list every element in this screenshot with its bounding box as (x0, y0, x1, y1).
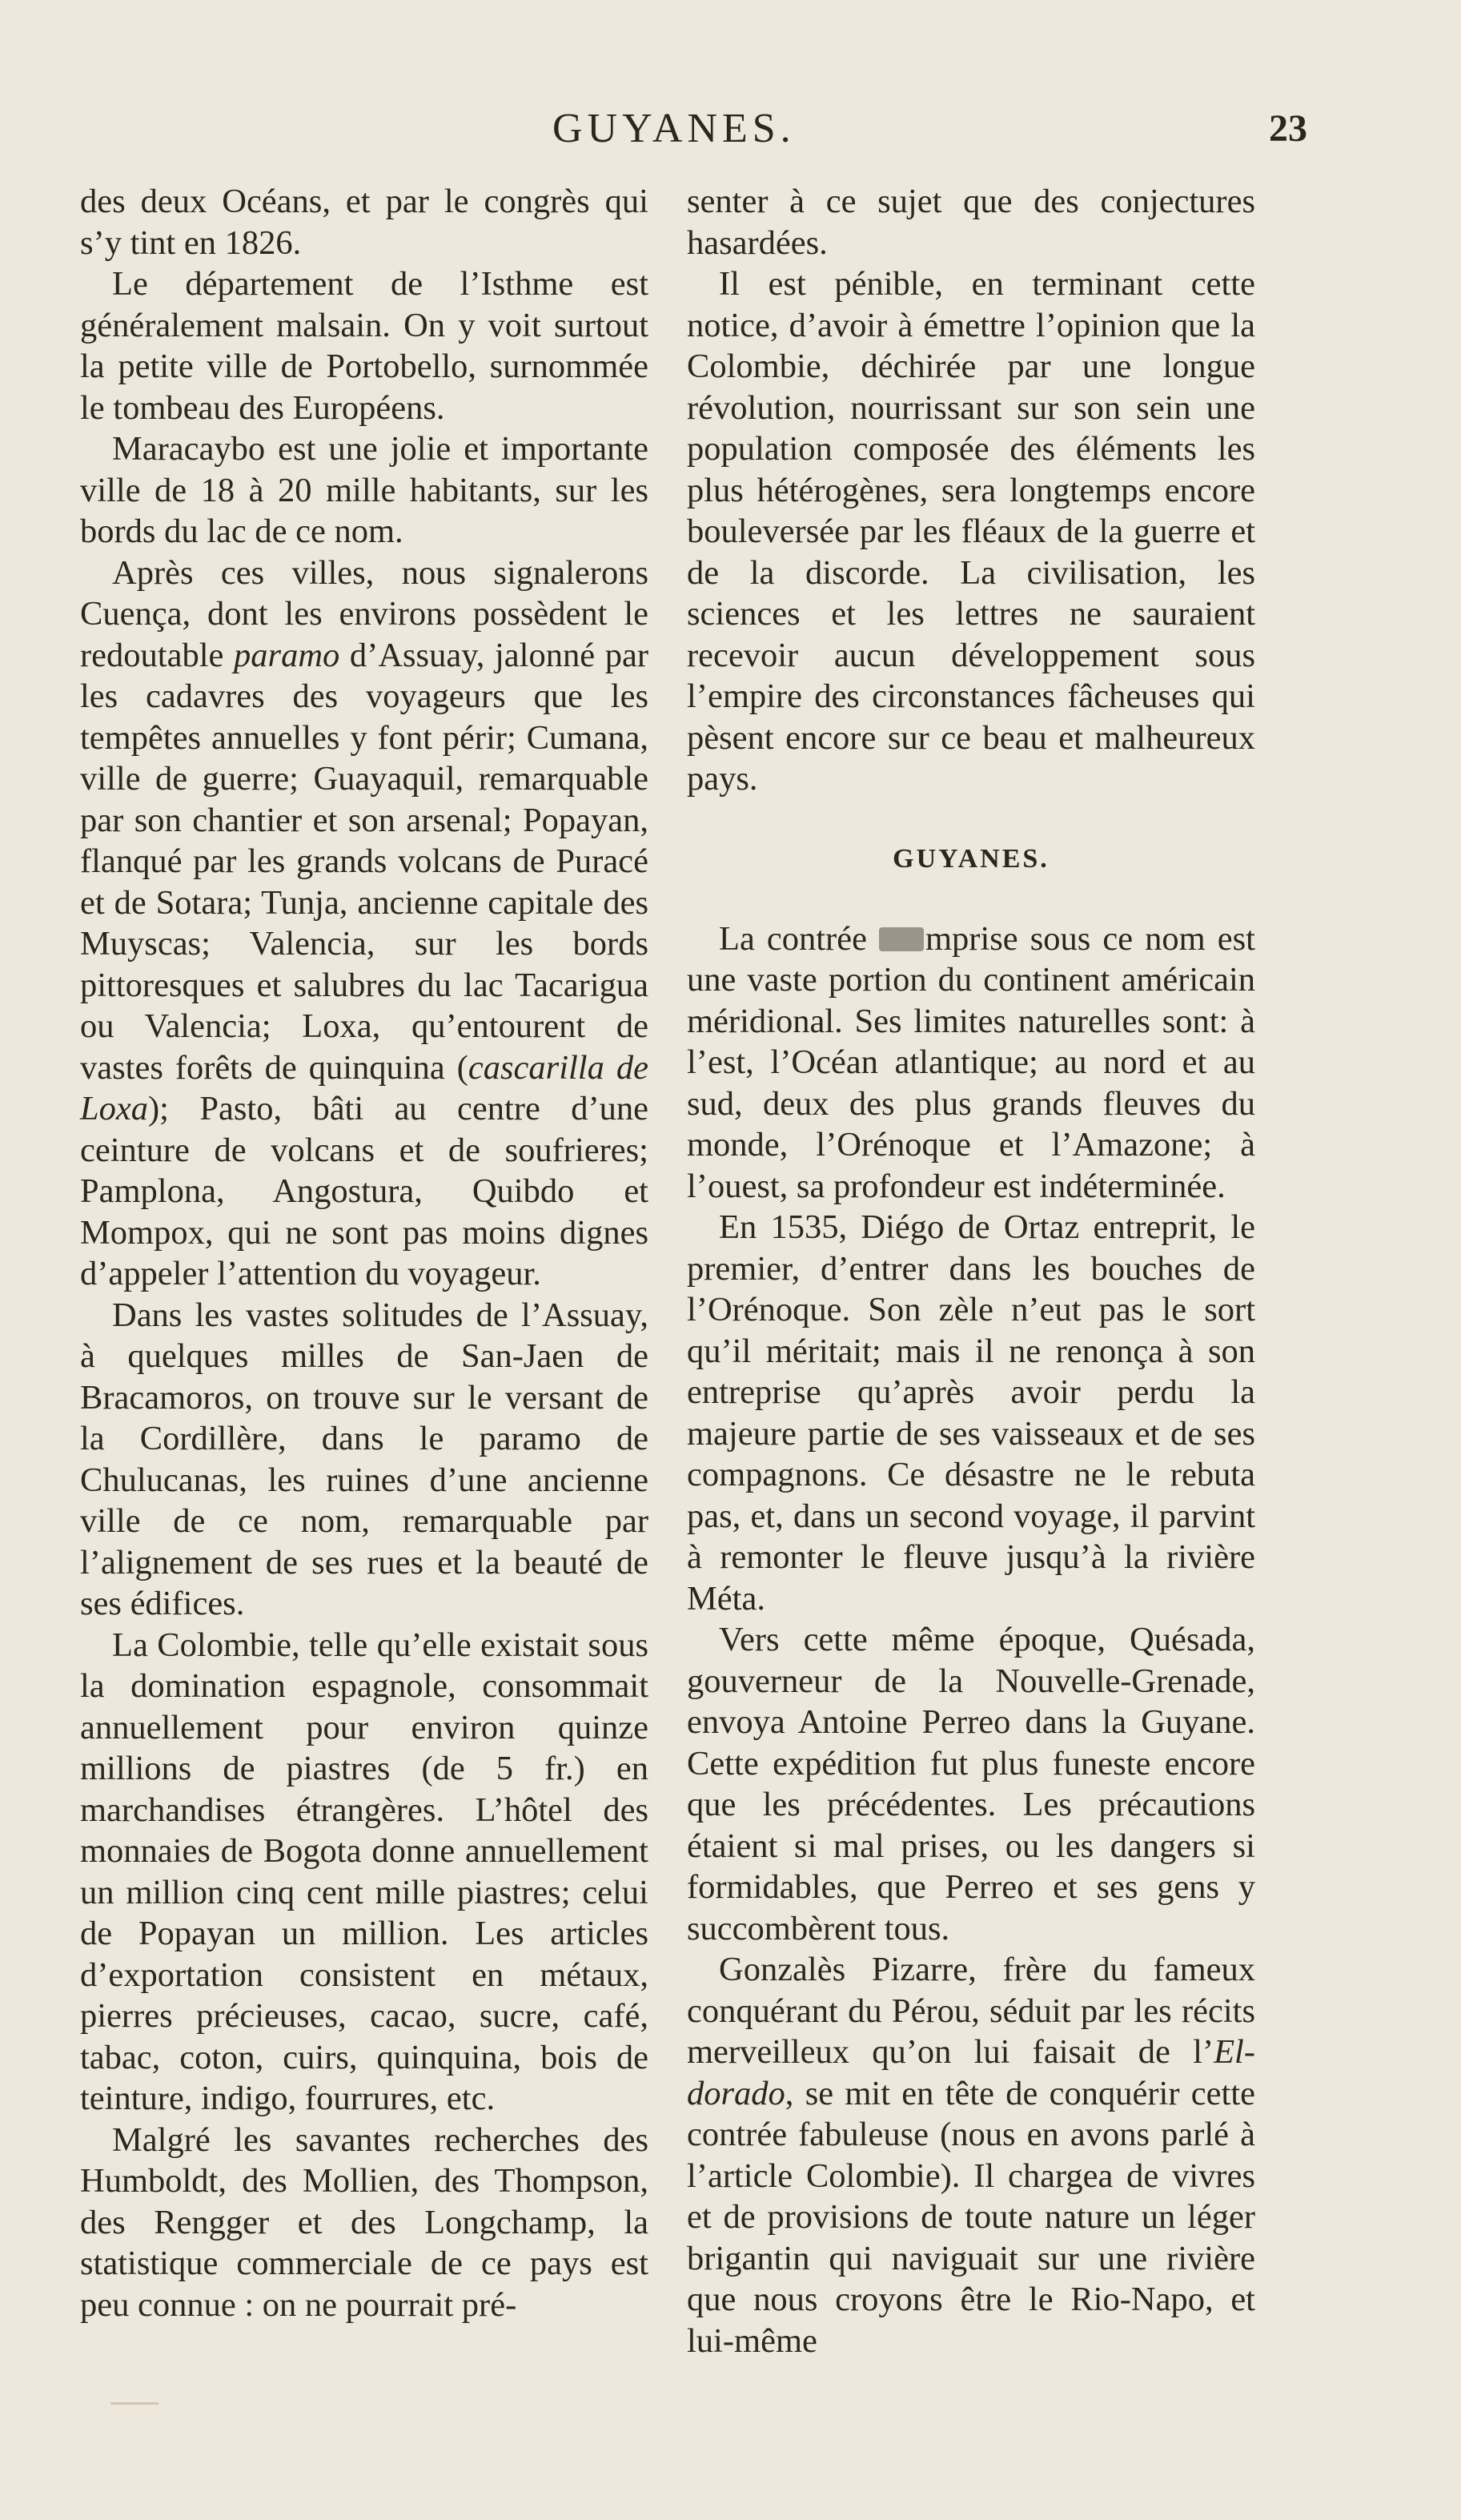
paragraph: Le département de l’Isthme est généralement malsain. On y voit surtout la petite ville de Portobello, surnommée le tombeau des Européens. (80, 265, 648, 427)
left-column (80, 181, 648, 2325)
paragraph: Dans les vastes solitudes de l’Assuay, à quelques milles de San-Jaen de Bracamoros, on trouve sur le versant de la Cordillère, dans le paramo de Chulucanas, les ruines d’une ancienne ville de ce nom, remarquable par l’alignement de ses rues et la beauté de ses édifices. (80, 1296, 648, 1622)
text-run: ); Pasto, bâti au centre d’une ceinture de volcans et de soufrieres; Pamplona, Angostura, Quibdo et Mompox, qui ne sont pas moins dignes d’appeler l’attention du voyageur. (80, 1090, 648, 1292)
paragraph: des deux Océans, et par le congrès qui s’y tint en 1826. (80, 183, 648, 262)
running-head (0, 101, 1461, 157)
paragraph (80, 553, 648, 1295)
paragraph: Maracaybo est une jolie et importante ville de 18 à 20 mille habitants, sur les bords du lac de ce nom. (80, 430, 648, 550)
page-stain (110, 2402, 159, 2405)
italic-term: El-dorado (687, 2033, 1255, 2112)
text-run: , se mit en tête de conquérir cette contrée fabuleuse (nous en avons parlé à l’article Colombie). Il chargea de vivres et de provisions de toute nature un léger brigantin qui naviguait sur une rivière que nous croyons être le Rio-Napo, et lui-même (687, 2074, 1255, 2360)
page-number: 23 (1269, 107, 1307, 150)
paragraph: La Colombie, telle qu’elle existait sous la domination espagnole, consommait annuellement pour environ quinze millions de piastres (de 5 fr.) en marchandises étrangères. L’hôtel des monnaies de Bogota donne annuellement un million cinq cent mille piastres; celui de Popayan un million. Les articles d’exportation consistent en métaux, pierres précieuses, cacao, sucre, café, tabac, coton, cuirs, quinquina, bois de teinture, indigo, fourrures, etc. (80, 1626, 648, 2117)
text-run: d’Assuay, jalonné par les cadavres des voyageurs que les tempêtes annuelles y font périr; Cumana, ville de guerre; Guayaquil, remarquable par son chantier et son arsenal; Popayan, flanqué par les grands volcans de Puracé et de Sotara; Tunja, ancienne capitale des Muyscas; Valencia, sur les bords pittoresques et salubres du lac Tacarigua ou Valencia; Loxa, qu’entourent de vastes forêts de quinquina ( (80, 636, 649, 1087)
text-run: mprise sous ce nom est une vaste portion du continent américain méridional. Ses limites naturelles sont: à l’est, l’Océan atlantique; au nord et au sud, deux des plus grands fleuves du monde, l’Orénoque et l’Amazone; à l’ouest, sa profondeur est indéterminée. (687, 919, 1255, 1205)
text-run: Gonzalès Pizarre, frère du fameux conquérant du Pérou, séduit par les récits merveilleux qu’on lui faisait de l’ (687, 1951, 1255, 2071)
paragraph: En 1535, Diégo de Ortaz entreprit, le premier, d’entrer dans les bouches de l’Orénoque. Son zèle n’eut pas le sort qu’il méritait; mais il ne renonça à son entreprise qu’après avoir perdu la majeure partie de ses vaisseaux et de ses compagnons. Ce désastre ne le rebuta pas, et, dans un second voyage, il parvint à remonter le fleuve jusqu’à la rivière Méta. (687, 1208, 1255, 1618)
paragraph: Il est pénible, en terminant cette notice, d’avoir à émettre l’opinion que la Colombie, déchirée par une longue révolution, nourrissant sur son sein une population composée des éléments les plus hétérogènes, sera longtemps encore bouleversée par les fléaux de la guerre et de la discorde. La civilisation, les sciences et les lettres ne sauraient recevoir aucun développement sous l’empire des circonstances fâcheuses qui pèsent encore sur ce beau et malheureux pays. (687, 265, 1255, 798)
paragraph (687, 918, 1255, 1208)
section-heading: GUYANES. (893, 843, 1050, 874)
right-column (687, 181, 1255, 2361)
text-run: Après ces villes, nous signalerons Cuença, dont les environs possèdent le redoutable (80, 553, 648, 674)
italic-term: paramo (234, 636, 340, 674)
paragraph (687, 1949, 1255, 2361)
running-title: GUYANES. (552, 106, 796, 151)
text-run: La contrée (719, 919, 879, 958)
paragraph: senter à ce sujet que des conjectures hasardées. (687, 183, 1255, 262)
paragraph: Vers cette même époque, Quésada, gouverneur de la Nouvelle-Grenade, envoya Antoine Perreo dans la Guyane. Cette expédition fut plus funeste encore que les précédentes. Les précautions étaient si mal prises, ou les dangers si formidables, que Perreo et ses gens y succombèrent tous. (687, 1621, 1255, 1947)
paragraph: Malgré les savantes recherches des Humboldt, des Mollien, des Thompson, des Rengger et des Longchamp, la statistique commerciale de ce pays est peu connue : on ne pourrait pré- (80, 2120, 648, 2324)
ink-smear (879, 927, 924, 951)
italic-term: cascarilla de Loxa (80, 1048, 648, 1127)
